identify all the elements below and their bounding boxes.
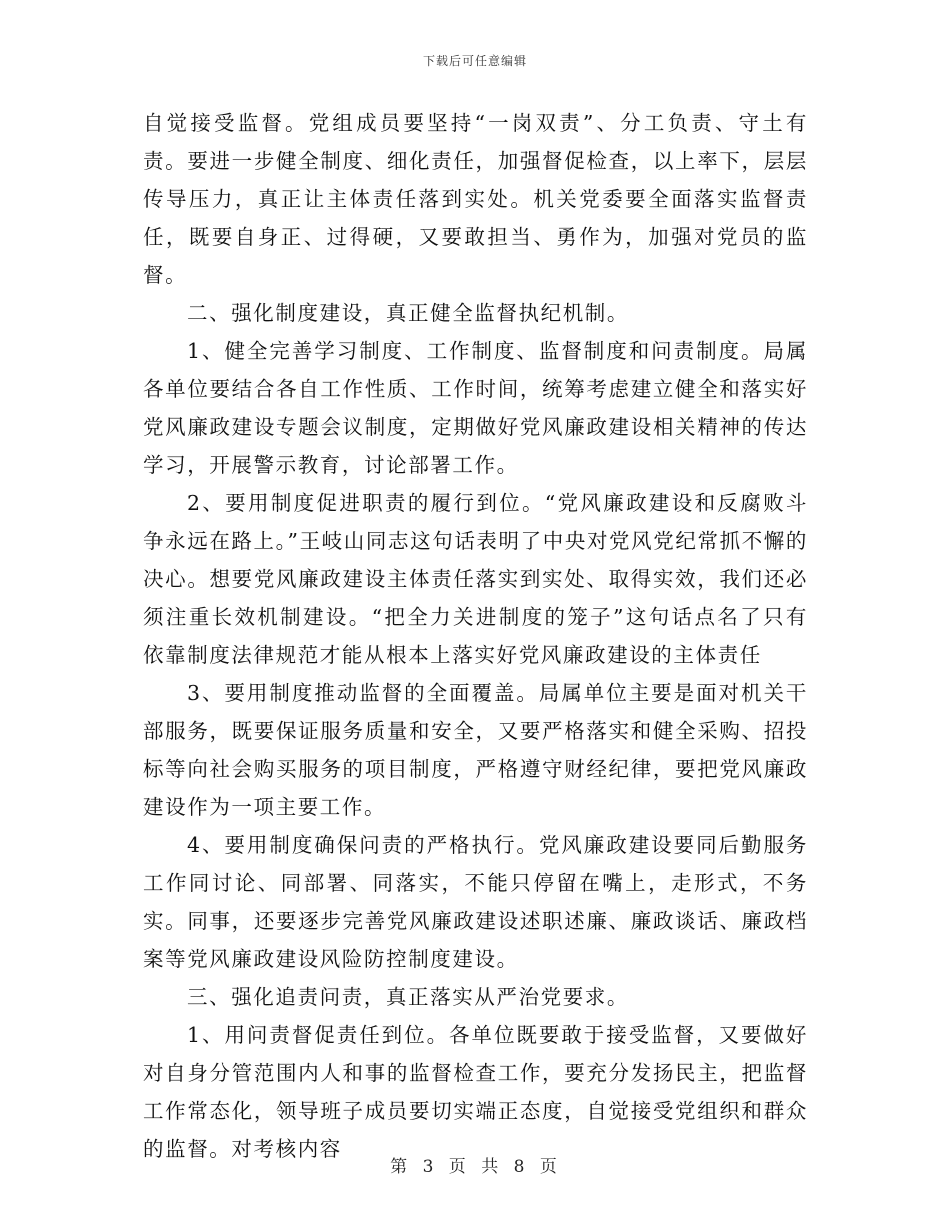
- document-body: [143, 104, 808, 1168]
- paragraph: 3、要用制度推动监督的全面覆盖。局属单位主要是面对机关干部服务，既要保证服务质量和安全，又要严格落实和健全采购、招投标等向社会购买服务的项目制度，严格遵守财经纪律，要把党风廉政建设作为一项主要工作。: [143, 681, 808, 819]
- paragraph: 1、用问责督促责任到位。各单位既要敢于接受监督，又要做好对自身分管范围内人和事的监督检查工作，要充分发扬民主，把监督工作常态化，领导班子成员要切实端正态度，自觉接受党组织和群众的监督。对考核内容: [143, 1023, 808, 1161]
- paragraph: 4、要用制度确保问责的严格执行。党风廉政建设要同后勤服务工作同讨论、同部署、同落实，不能只停留在嘴上，走形式，不务实。同事，还要逐步完善党风廉政建设述职述廉、廉政谈话、廉政档案等党风廉政建设风险防控制度建设。: [143, 833, 808, 971]
- paragraph: 2、要用制度促进职责的履行到位。“党风廉政建设和反腐败斗争永远在路上。”王岐山同志这句话表明了中央对党风党纪常抓不懈的决心。想要党风廉政建设主体责任落实到实处、取得实效，我们还必须注重长效机制建设。“把全力关进制度的笼子”这句话点名了只有依靠制度法律规范才能从根本上落实好党风廉政建设的主体责任: [143, 491, 808, 667]
- section-heading: 二、强化制度建设，真正健全监督执纪机制。: [187, 301, 629, 325]
- section-heading: 三、强化追责问责，真正落实从严治党要求。: [187, 985, 629, 1009]
- paragraph: 自觉接受监督。党组成员要坚持“一岗双责”、分工负责、守土有责。要进一步健全制度、细化责任，加强督促检查，以上率下，层层传导压力，真正让主体责任落到实处。机关党委要全面落实监督责任，既要自身正、过得硬，又要敢担当、勇作为，加强对党员的监督。: [143, 111, 808, 287]
- page-number: 第 3 页 共 8 页: [390, 1157, 560, 1177]
- page-header: 下载后可任意编辑: [422, 54, 527, 68]
- paragraph: 1、健全完善学习制度、工作制度、监督制度和问责制度。局属各单位要结合各自工作性质、工作时间，统筹考虑建立健全和落实好党风廉政建设专题会议制度，定期做好党风廉政建设相关精神的传达学习，开展警示教育，讨论部署工作。: [143, 339, 808, 477]
